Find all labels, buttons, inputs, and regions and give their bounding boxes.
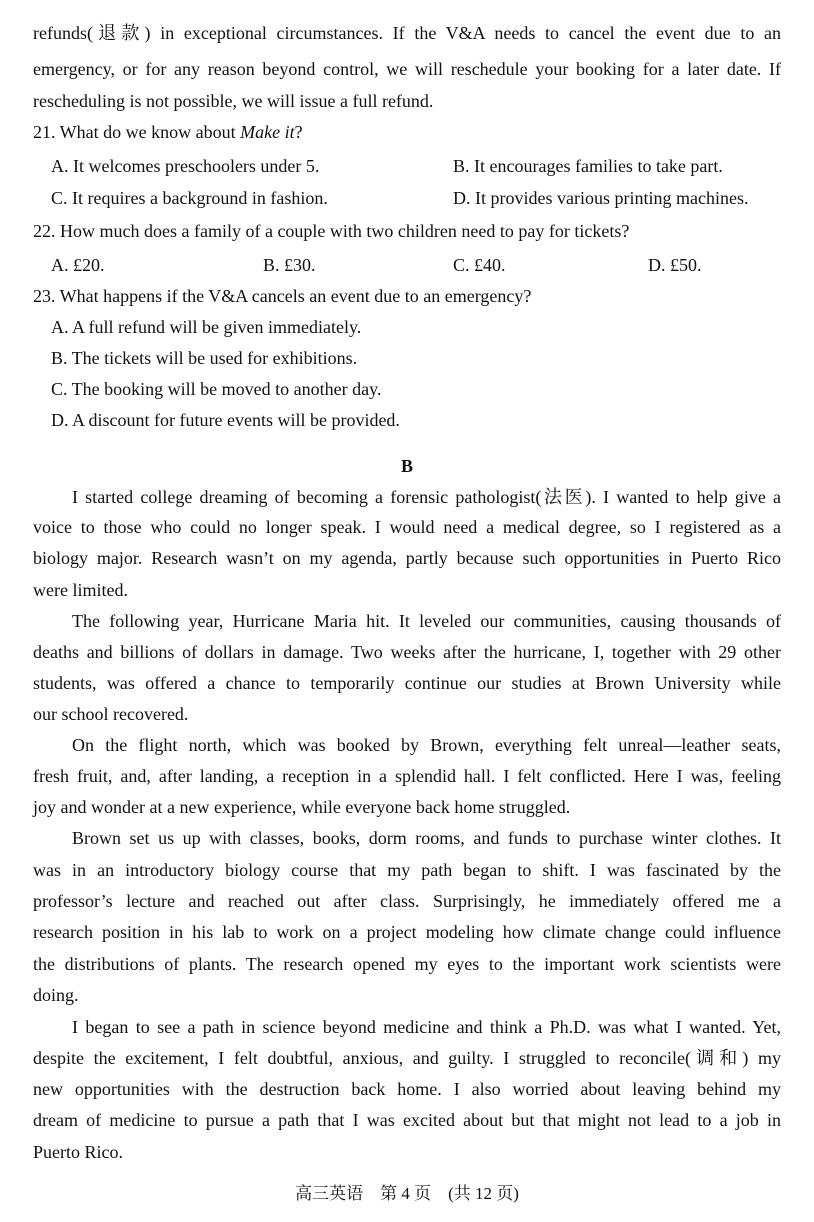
- q21-option-d: D. It provides various printing machines.: [453, 188, 749, 208]
- q21-stem: [33, 121, 303, 143]
- section-b-line-12: Brown set us up with classes, books, dorm rooms, and funds to purchase winter clothes. It: [72, 828, 781, 848]
- q21-option-a: A. It welcomes preschoolers under 5.: [51, 156, 320, 176]
- section-b-line-10: fresh fruit, and, after landing, a reception in a splendid hall. I felt conflicted. Here I was, feeling: [33, 766, 781, 786]
- section-b-heading: B: [400, 456, 413, 476]
- q22-option-c: C. £40.: [453, 255, 506, 275]
- section-b-line-5: The following year, Hurricane Maria hit. It leveled our communities, causing thousands of: [72, 611, 781, 631]
- page-footer: 高三英语 第 4 页 (共 12 页): [295, 1184, 519, 1203]
- section-b-line-16: the distributions of plants. The research opened my eyes to the important work scientists were: [33, 954, 781, 974]
- q23-stem: 23. What happens if the V&A cancels an event due to an emergency?: [33, 286, 532, 306]
- passage-a-line-1: refunds(退款) in exceptional circumstances. If the V&A needs to cancel the event due to an: [33, 23, 781, 43]
- section-b-line-11: joy and wonder at a new experience, while everyone back home struggled.: [33, 797, 571, 817]
- section-b-line-13: was in an introductory biology course that my path began to shift. I was fascinated by the: [33, 860, 781, 880]
- q23-option-a: A. A full refund will be given immediately.: [51, 317, 362, 337]
- q21-stem-suffix: ?: [294, 122, 303, 142]
- section-b-line-22: Puerto Rico.: [33, 1142, 123, 1162]
- section-b-line-17: doing.: [33, 985, 79, 1005]
- section-b-line-21: dream of medicine to pursue a path that I was excited about but that might not lead to a job in: [33, 1110, 781, 1130]
- section-b-line-7: students, was offered a chance to temporarily continue our studies at Brown University while: [33, 673, 781, 693]
- q23-option-c: C. The booking will be moved to another day.: [51, 379, 382, 399]
- section-b-line-6: deaths and billions of dollars in damage. Two weeks after the hurricane, I, together with 29 other: [33, 642, 781, 662]
- q21-stem-prefix: 21. What do we know about: [33, 122, 241, 142]
- section-b-line-9: On the flight north, which was booked by Brown, everything felt unreal—leather seats,: [72, 735, 781, 755]
- section-b-line-19: despite the excitement, I felt doubtful, anxious, and guilty. I struggled to reconcile(调和) my: [33, 1048, 781, 1068]
- section-b-line-14: professor’s lecture and reached out after class. Surprisingly, he immediately offered me a: [33, 891, 781, 911]
- q23-option-d: D. A discount for future events will be provided.: [51, 410, 400, 430]
- section-b-line-2: voice to those who could no longer speak. I would need a medical degree, so I registered as a: [33, 517, 781, 537]
- section-b-line-8: our school recovered.: [33, 704, 189, 724]
- q22-option-a: A. £20.: [51, 255, 105, 275]
- q23-option-b: B. The tickets will be used for exhibitions.: [51, 348, 358, 368]
- section-b-line-15: research position in his lab to work on a project modeling how climate change could influence: [33, 922, 781, 942]
- q22-option-d: D. £50.: [648, 255, 702, 275]
- q22-option-b: B. £30.: [263, 255, 316, 275]
- section-b-line-18: I began to see a path in science beyond medicine and think a Ph.D. was what I wanted. Yet,: [72, 1017, 781, 1037]
- section-b-line-20: new opportunities with the destruction back home. I also worried about leaving behind my: [33, 1079, 781, 1099]
- passage-a-line-2: emergency, or for any reason beyond control, we will reschedule your booking for a later date. If: [33, 59, 781, 79]
- passage-a-line-3: rescheduling is not possible, we will issue a full refund.: [33, 91, 434, 111]
- section-b-line-4: were limited.: [33, 580, 128, 600]
- section-b-line-3: biology major. Research wasn’t on my agenda, partly because such opportunities in Puerto Rico: [33, 548, 781, 568]
- section-b-line-1: I started college dreaming of becoming a forensic pathologist(法医). I wanted to help give a: [72, 487, 781, 507]
- q22-stem: 22. How much does a family of a couple with two children need to pay for tickets?: [33, 221, 630, 241]
- q21-option-c: C. It requires a background in fashion.: [51, 188, 328, 208]
- q21-stem-italic: Make it: [240, 122, 295, 142]
- q21-option-b: B. It encourages families to take part.: [453, 156, 723, 176]
